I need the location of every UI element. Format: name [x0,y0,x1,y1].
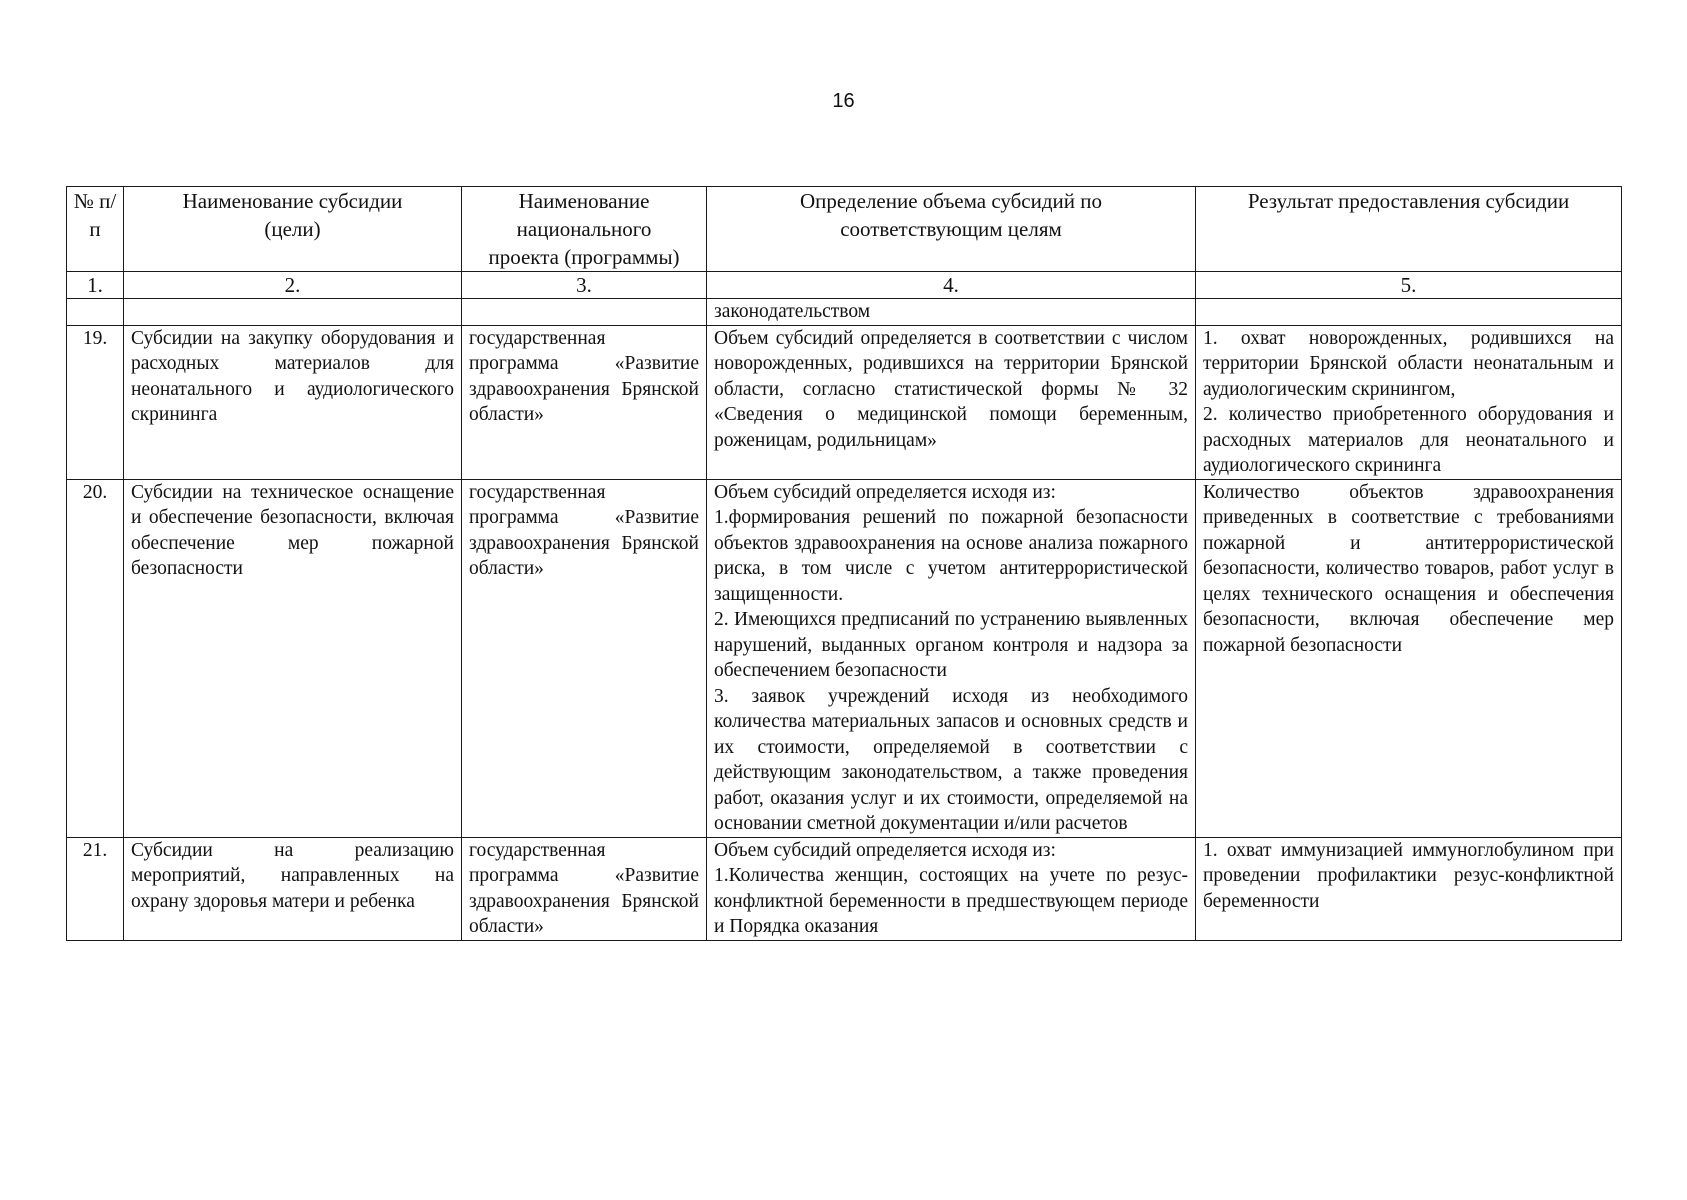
header-name: Наименование субсидии (цели) [124,187,462,272]
continuation-text: законодательством [707,299,1196,326]
column-number-row [67,272,1622,299]
column-number: 1. [67,272,124,299]
subsidy-table [66,186,1622,941]
subsidy-name: Субсидии на техническое оснащение и обеспечение безопасности, включая обеспечение мер пожарной безопасности [124,479,462,837]
volume-definition: Объем субсидий определяется исходя из: 1.формирования решений по пожарной безопасности объектов здравоохранения на основе анализа пожарного риска, в том числе с учетом антитеррористической защищенности. 2. Имеющихся предписаний по устранению выявленных нарушений, выданных органом контроля и надзора за обеспечением безопасности 3. заявок учреждений исходя из необходимого количества материальных запасов и основных средств и их стоимости, определяемой в соответствии с действующим законодательством, а также проведения работ, оказания услуг и их стоимости, определяемой на основании сметной документации и/или расчетов [707,479,1196,837]
subsidy-result: Количество объектов здравоохранения приведенных в соответствие с требованиями пожарной и антитеррористической безопасности, количество товаров, работ услуг в целях технического оснащения и обеспечения безопасности, включая обеспечение мер пожарной безопасности [1196,479,1622,837]
volume-definition: Объем субсидий определяется исходя из: 1.Количества женщин, состоящих на учете по резус-конфликтной беременности в предшествующем периоде и Порядка оказания [707,837,1196,940]
column-number: 2. [124,272,462,299]
table-header-row [67,187,1622,272]
subsidy-name: Субсидии на реализацию мероприятий, направленных на охрану здоровья матери и ребенка [124,837,462,940]
program-name: государственная программа «Развитие здравоохранения Брянской области» [462,479,707,837]
subsidy-name: Субсидии на закупку оборудования и расходных материалов для неонатального и аудиологического скрининга [124,325,462,479]
table-row [67,837,1622,940]
subsidy-result: 1. охват новорожденных, родившихся на территории Брянской области неонатальным и аудиологическим скринингом, 2. количество приобретенного оборудования и расходных материалов для неонатального и аудиологического скрининга [1196,325,1622,479]
header-program: Наименование национального проекта (программы) [462,187,707,272]
column-number: 5. [1196,272,1622,299]
continuation-row [67,299,1622,326]
column-number: 3. [462,272,707,299]
program-name: государственная программа «Развитие здравоохранения Брянской области» [462,837,707,940]
table-row [67,325,1622,479]
table-row [67,479,1622,837]
program-name: государственная программа «Развитие здравоохранения Брянской области» [462,325,707,479]
subsidy-result: 1. охват иммунизацией иммуноглобулином при проведении профилактики резус-конфликтной беременности [1196,837,1622,940]
header-num: № п/п [67,187,124,272]
row-number: 21. [67,837,124,940]
header-volume: Определение объема субсидий по соответствующим целям [707,187,1196,272]
page-number: 16 [832,90,855,112]
row-number: 19. [67,325,124,479]
volume-definition: Объем субсидий определяется в соответствии с числом новорожденных, родившихся на территории Брянской области, согласно статистической формы № 32 «Сведения о медицинской помощи беременным, роженицам, родильницам» [707,325,1196,479]
header-result: Результат предоставления субсидии [1196,187,1622,272]
column-number: 4. [707,272,1196,299]
row-number: 20. [67,479,124,837]
